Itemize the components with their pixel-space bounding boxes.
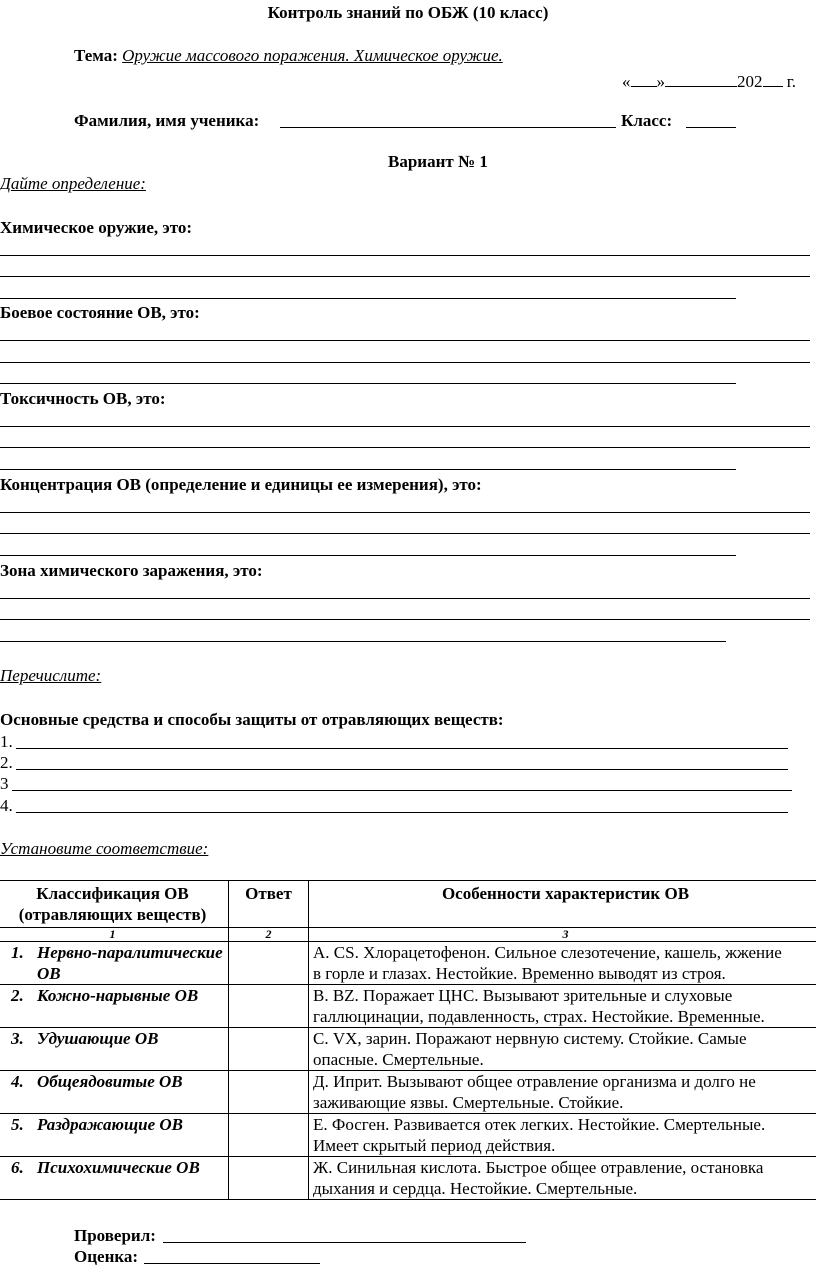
question-4: Концентрация ОВ (определение и единицы ее измерения), это: <box>0 475 482 494</box>
answer-line[interactable] <box>0 469 736 470</box>
answer-line[interactable] <box>0 276 810 277</box>
classification-cell <box>0 1157 229 1200</box>
answer-line[interactable] <box>0 555 736 556</box>
feature-line: А. CS. Хлорацетофенон. Сильное слезотечение, кашель, жжение <box>313 943 782 962</box>
answer-cell[interactable] <box>229 1114 309 1157</box>
classification-name: Нервно-паралитические ОВ <box>37 943 223 983</box>
date-suffix: г. <box>782 72 797 91</box>
answer-line[interactable] <box>0 619 810 620</box>
classification-cell <box>0 942 229 985</box>
date-open-quote: « <box>622 72 631 91</box>
student-name-line[interactable] <box>280 127 616 128</box>
classification-cell <box>0 985 229 1028</box>
classification-name: Общеядовитые ОВ <box>37 1072 183 1091</box>
table-row <box>0 1071 816 1114</box>
question-1: Химическое оружие, это: <box>0 218 193 237</box>
feature-line: заживающие язвы. Смертельные. Стойкие. <box>313 1093 624 1112</box>
variant-heading: Вариант № 1 <box>388 152 488 171</box>
topic-label: Тема: <box>74 46 118 65</box>
classification-name: Удушающие ОВ <box>37 1029 159 1048</box>
table-row <box>0 942 816 985</box>
classification-name: Кожно-нарывные ОВ <box>37 986 199 1005</box>
feature-cell <box>309 1028 816 1071</box>
matching-table <box>0 880 816 1200</box>
column-number: 3 <box>309 928 816 942</box>
list-item-line[interactable] <box>16 812 788 813</box>
grade-line[interactable] <box>144 1263 320 1264</box>
feature-cell <box>309 1157 816 1200</box>
column-number: 1 <box>0 928 229 942</box>
list-item-1: 1. <box>0 732 13 751</box>
list-item-2: 2. <box>0 753 13 772</box>
answer-line[interactable] <box>0 298 736 299</box>
row-number: 3. <box>11 1029 24 1048</box>
answer-cell[interactable] <box>229 1071 309 1114</box>
column-number: 2 <box>229 928 309 942</box>
topic-value: Оружие массового поражения. Химическое оружие. <box>122 46 503 65</box>
checked-label: Проверил: <box>74 1226 156 1245</box>
row-number: 4. <box>11 1072 24 1091</box>
header-answer: Ответ <box>229 881 309 928</box>
student-label: Фамилия, имя ученика: <box>74 111 260 130</box>
feature-cell <box>309 1071 816 1114</box>
feature-line: Е. Фосген. Развивается отек легких. Нестойкие. Смертельные. <box>313 1115 766 1134</box>
answer-line[interactable] <box>0 641 726 642</box>
feature-line: опасные. Смертельные. <box>313 1050 484 1069</box>
grade-label: Оценка: <box>74 1247 139 1266</box>
section3-instruction: Установите соответствие: <box>0 839 209 858</box>
feature-line: В. BZ. Поражает ЦНС. Вызывают зрительные и слуховые <box>313 986 733 1005</box>
document-title: Контроль знаний по ОБЖ (10 класс) <box>267 3 549 22</box>
feature-line: Имеет скрытый период действия. <box>313 1136 556 1155</box>
answer-line[interactable] <box>0 340 810 341</box>
section2-instruction: Перечислите: <box>0 666 102 685</box>
answer-line[interactable] <box>0 512 810 513</box>
row-number: 2. <box>11 986 24 1005</box>
row-number: 5. <box>11 1115 24 1134</box>
row-number: 1. <box>11 943 24 962</box>
answer-line[interactable] <box>0 533 810 534</box>
answer-cell[interactable] <box>229 942 309 985</box>
answer-line[interactable] <box>0 255 810 256</box>
row-number: 6. <box>11 1158 24 1177</box>
classification-name: Психохимические ОВ <box>37 1158 200 1177</box>
list-item-line[interactable] <box>16 769 788 770</box>
feature-line: Ж. Синильная кислота. Быстрое общее отравление, остановка <box>313 1158 764 1177</box>
class-label: Класс: <box>621 111 673 130</box>
feature-line: Д. Иприт. Вызывают общее отравление организма и долго не <box>313 1072 756 1091</box>
answer-cell[interactable] <box>229 1028 309 1071</box>
column-number-row <box>0 928 816 942</box>
section2-question: Основные средства и способы защиты от отравляющих веществ: <box>0 710 504 729</box>
date-close-quote: » <box>656 72 665 91</box>
list-item-line[interactable] <box>16 748 788 749</box>
feature-line: галлюцинации, подавленность, страх. Нестойкие. Временные. <box>313 1007 765 1026</box>
feature-cell <box>309 1114 816 1157</box>
feature-cell <box>309 942 816 985</box>
table-row <box>0 1157 816 1200</box>
classification-cell <box>0 1114 229 1157</box>
feature-line: дыхания и сердца. Нестойкие. Смертельные. <box>313 1179 638 1198</box>
question-3: Токсичность ОВ, это: <box>0 389 166 408</box>
class-line[interactable] <box>686 127 736 128</box>
answer-line[interactable] <box>0 383 736 384</box>
classification-cell <box>0 1028 229 1071</box>
table-row <box>0 1114 816 1157</box>
table-row <box>0 985 816 1028</box>
question-5: Зона химического заражения, это: <box>0 561 263 580</box>
header-features: Особенности характеристик ОВ <box>309 881 816 928</box>
list-item-line[interactable] <box>12 790 792 791</box>
date-field[interactable] <box>622 71 796 90</box>
feature-cell <box>309 985 816 1028</box>
table-header-row <box>0 881 816 928</box>
date-year: 202 <box>737 72 763 91</box>
classification-cell <box>0 1071 229 1114</box>
answer-cell[interactable] <box>229 1157 309 1200</box>
date-year-blank[interactable] <box>763 71 783 87</box>
answer-cell[interactable] <box>229 985 309 1028</box>
classification-name: Раздражающие ОВ <box>37 1115 183 1134</box>
answer-line[interactable] <box>0 598 810 599</box>
date-day-blank[interactable] <box>631 71 657 87</box>
section1-instruction: Дайте определение: <box>0 174 146 193</box>
feature-line: в горле и глазах. Нестойкие. Временно выводят из строя. <box>313 964 726 983</box>
list-item-4: 4. <box>0 796 13 815</box>
feature-line: С. VX, зарин. Поражают нервную систему. Стойкие. Самые <box>313 1029 747 1048</box>
topic-line <box>74 47 503 64</box>
header-classification: Классификация ОВ (отравляющих веществ) <box>0 881 229 928</box>
answer-line[interactable] <box>0 426 810 427</box>
table-row <box>0 1028 816 1071</box>
question-2: Боевое состояние ОВ, это: <box>0 303 200 322</box>
list-item-3: 3 <box>0 774 9 793</box>
date-month-blank[interactable] <box>665 71 737 87</box>
answer-line[interactable] <box>0 362 810 363</box>
answer-line[interactable] <box>0 447 810 448</box>
checked-line[interactable] <box>163 1242 526 1243</box>
